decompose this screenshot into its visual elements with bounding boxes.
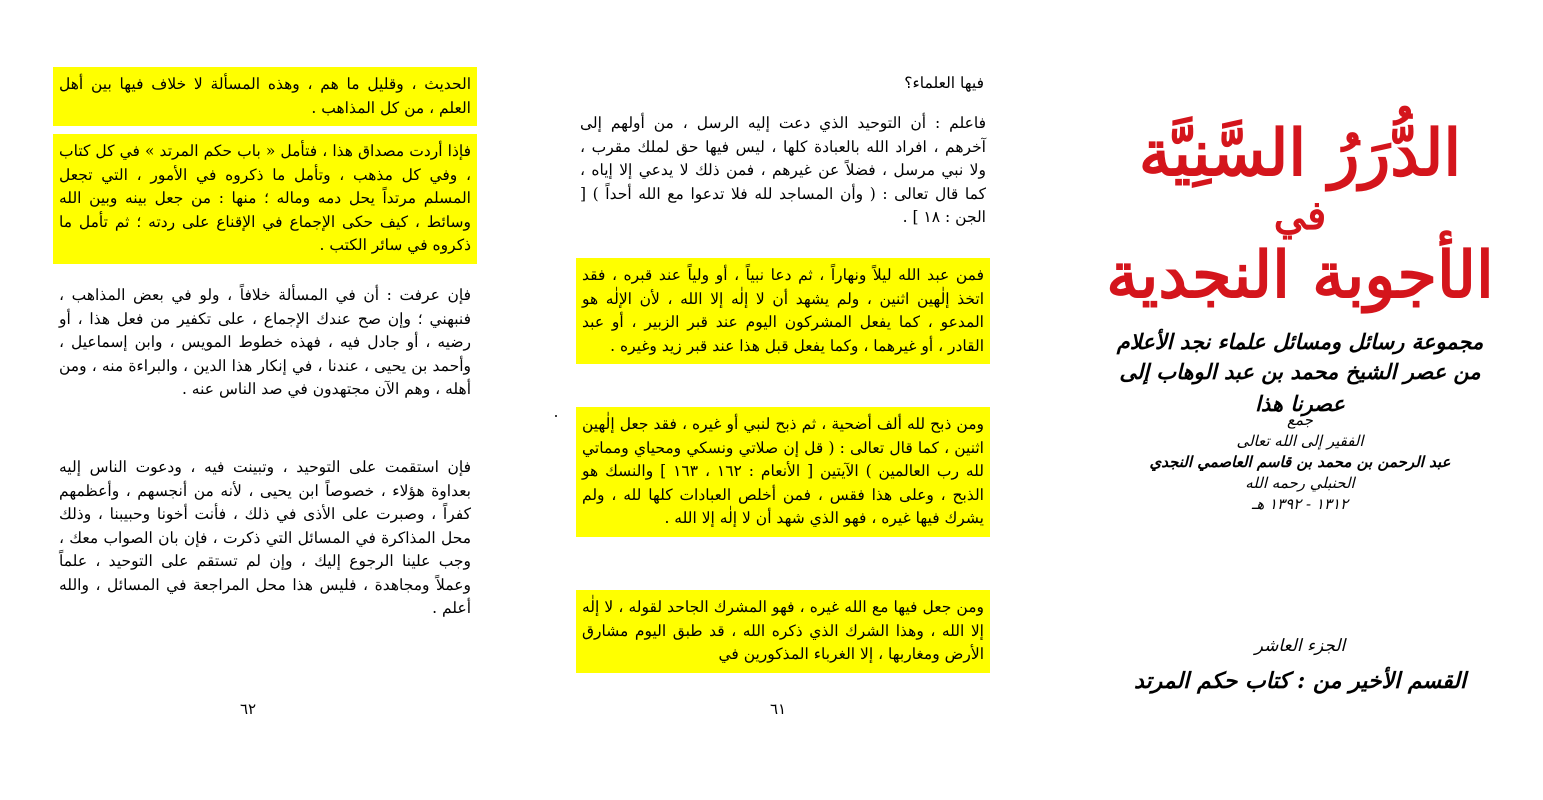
cover-subtitle-line-1: مجموعة رسائل ومسائل علماء نجد الأعلام — [1116, 329, 1484, 354]
cover-title-line-1: الدُّرَرُ السَّنِيَّة — [1138, 116, 1462, 191]
cover-author-line-2: عبد الرحمن بن محمد بن قاسم العاصمي النجدي — [1149, 453, 1451, 471]
cover-page — [1040, 0, 1543, 800]
cover-title-line-2: الأجوبة النجدية — [1106, 238, 1494, 313]
page-62-paragraph-2: فإذا أردت مصداق هذا ، فتأمل « باب حكم المرتد » في كل كتاب ، وفي كل مذهب ، وتأمل ما ذكروه في الأمور ، التي تجعل المسلم مرتداً يحل دمه وماله ؛ منها : من جعل بينه وبين الله وسائط ، كيف حكى الإجماع في الإقناع على ردته ؛ ثم تأمل ما ذكروه في سائر الكتب . — [53, 134, 477, 264]
page-61-paragraph-3: ومن ذبح لله ألف أضحية ، ثم ذبح لنبي أو غيره ، فقد جعل إلٰهين اثنين ، كما قال تعالى : ( قل إن صلاتي ونسكي ومحياي ومماتي لله رب العالمين ) الآيتين [ الأنعام : ١٦٢ ، ١٦٣ ] والنسك هو الذبح ، وعلى هذا فقس ، فمن أخلص العبادات كلها لله ، ولم يشرك فيها غيره ، فهو الذي شهد أن لا إلٰه إلا الله . — [576, 407, 990, 537]
cover-title-fi: في — [1273, 192, 1327, 239]
page-61 — [540, 0, 1040, 800]
cover-author-line-3: الحنبلي رحمه الله — [1245, 474, 1355, 492]
page-61-paragraph-1: فاعلم : أن التوحيد الذي دعت إليه الرسل ، من أولهم إلى آخرهم ، افراد الله بالعبادة كلها ، ليس فيها حق لملك مقرب ، ولا نبي مرسل ، فضلاً عن غيرهم ، فمن ذلك لا يدعي إلا إياه ، كما قال تعالى : ( وأن المساجد لله فلا تدعوا مع الله أحداً ) [ الجن : ١٨ ] . — [580, 114, 986, 226]
page-61-paragraph-4: ومن جعل فيها مع الله غيره ، فهو المشرك الجاحد لقوله ، لا إلٰه إلا الله ، وهذا الشرك الذي ذكره الله ، قد طبق اليوم مشارق الأرض ومغاربها ، إلا الغرباء المذكورين في — [576, 590, 990, 673]
cover-compiled-by: جمع — [1287, 411, 1313, 429]
cover-volume: الجزء العاشر — [1254, 636, 1346, 656]
page-62-paragraph-4: فإن استقمت على التوحيد ، وتبينت فيه ، ودعوت الناس إليه بعداوة هؤلاء ، خصوصاً ابن يحيى ، لأنه من أنجسهم ، وأعظمهم كفراً ، وصبرت على الأذى في ذلك ، فأنت أخونا وحبيبنا ، وذلك محل المذاكرة في المسائل التي ذكرت ، فإن بان الصواب معك ، وجب علينا الرجوع إليك ، وإن لم تستقم على التوحيد ، علماً وعملاً ومجاهدة ، فليس هذا محل المراجعة في المسائل ، والله أعلم . — [59, 458, 471, 617]
page-number-62: ٦٢ — [239, 700, 257, 718]
scan-speck — [555, 415, 557, 417]
page-62 — [0, 0, 540, 800]
cover-author-line-1: الفقير إلى الله تعالى — [1236, 432, 1364, 450]
page-61-paragraph-2: فمن عبد الله ليلاً ونهاراً ، ثم دعا نبياً ، أو ولياً عند قبره ، فقد اتخذ إلٰهين اثنين ، ولم يشهد أن لا إلٰه إلا الله ، لأن الإلٰه هو المدعو ، كما يفعل المشركون اليوم عند قبر الزبير ، أو عبد القادر ، أو غيرهما ، وكما يفعل قبل هذا عند قبر زيد وغيره . — [576, 258, 990, 364]
page-61-heading-fragment: فيها العلماء؟ — [904, 74, 984, 92]
cover-author-dates: ١٣١٢ - ١٣٩٢ هـ — [1251, 495, 1349, 513]
page-62-paragraph-3: فإن عرفت : أن في المسألة خلافاً ، ولو في بعض المذاهب ، فنبهني ؛ وإن صح عندك الإجماع ، على تكفير من فعل هذا ، أو رضيه ، أو جادل فيه ، فهذه خطوط المويس ، وابن إسماعيل ، وأحمد بن يحيى ، عندنا ، في إنكار هذا الدين ، والبراءة منه ، ومن أهله ، وهم الآن مجتهدون في صد الناس عنه . — [59, 286, 471, 398]
page-62-paragraph-1: الحديث ، وقليل ما هم ، وهذه المسألة لا خلاف فيها بين أهل العلم ، من كل المذاهب . — [53, 67, 477, 126]
page-number-61: ٦١ — [769, 700, 787, 718]
cover-subtitle-line-2: من عصر الشيخ محمد بن عبد الوهاب إلى عصرنا هذا — [1119, 359, 1481, 416]
cover-part-title: القسم الأخير من : كتاب حكم المرتد — [1133, 668, 1467, 694]
